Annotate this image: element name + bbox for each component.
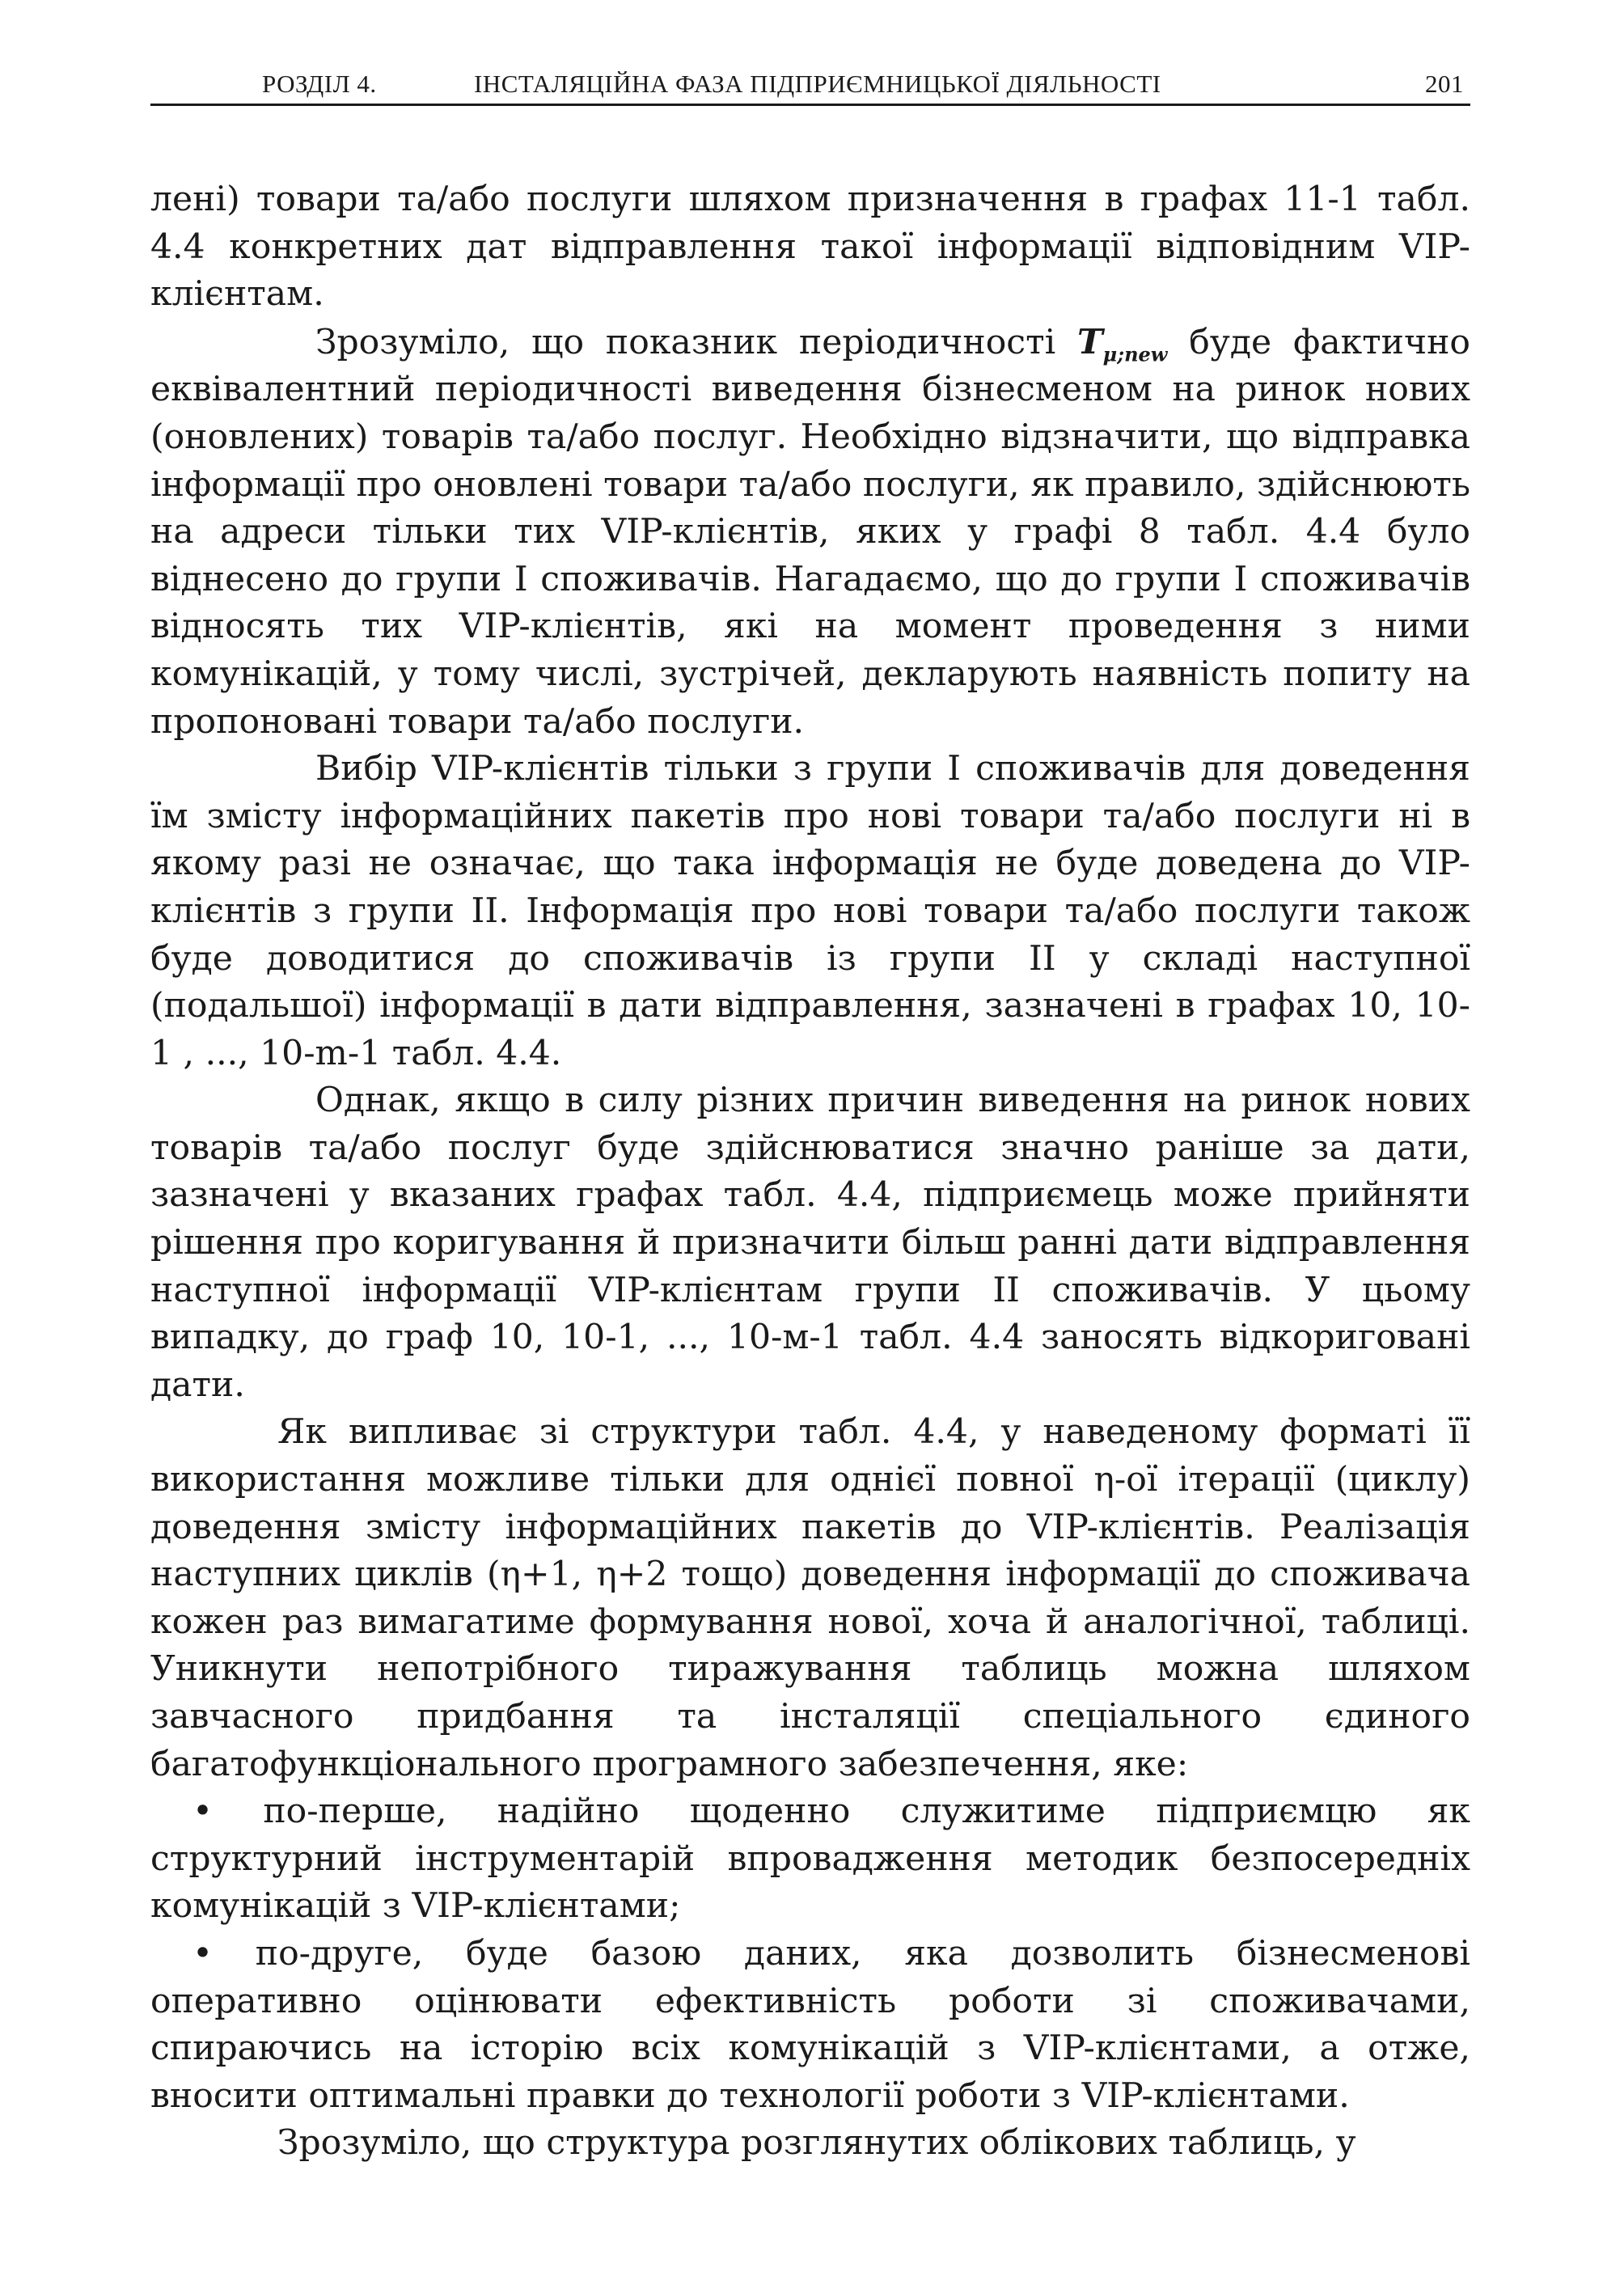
- page-number: 201: [1425, 70, 1464, 98]
- chapter-label: РОЗДІЛ 4.: [262, 70, 377, 98]
- paragraph: Однак, якщо в силу різних причин виведення на ринок нових товарів та/або послуг буде здійснюватися значно раніше за дати, зазначені у вказаних графах табл. 4.4, підприємець може прийняти рішення про коригування й призначити більш ранні дати відправлення наступної інформації VIP-клієнтам групи ІІ споживачів. У цьому випадку, до граф 10, 10-1, ..., 10-м-1 табл. 4.4 заносять відкориговані дати.: [150, 1081, 1470, 1405]
- periodicity-symbol: [1077, 321, 1168, 366]
- paragraph: [150, 319, 1470, 746]
- paragraph-text: буде фактично еквівалентний періодичності виведення бізнесменом на ринок нових (оновлених) товарів та/або послуг. Необхідно відзначити, що відправка інформації про оновлені товари та/або послуги, як правило, здійснюють на адреси тільки тих VIP-клієнтів, яких у графі 8 табл. 4.4 було віднесено до групи І споживачів. Нагадаємо, що до групи І споживачів відносять тих VIP-клієнтів, які на момент проведення з ними комунікацій, у тому числі, зустрічей, декларують наявність попиту на пропоновані товари та/або послуги.: [150, 322, 1471, 742]
- bullet-item: • по-перше, надійно щоденно служитиме підприємцю як структурний інструментарій впровадження методик безпосередніх комунікацій з VIP-клієнтами;: [150, 1792, 1470, 1927]
- paragraph: Як випливає зі структури табл. 4.4, у наведеному форматі її використання можливе тільки для однієї повної η-ої ітерації (циклу) доведення змісту інформаційних пакетів до VIP-клієнтів. Реалізація наступних циклів (η+1, η+2 тощо) доведення інформації до споживача кожен раз вимагатиме формування нової, хоча й аналогічної, таблиці. Уникнути непотрібного тиражування таблиць можна шляхом завчасного придбання та інсталяції спеціального єдиного багатофункціонального програмного забезпечення, яке:: [150, 1412, 1470, 1784]
- chapter-title: ІНСТАЛЯЦІЙНА ФАЗА ПІДПРИЄМНИЦЬКОЇ ДІЯЛЬНОСТІ: [474, 70, 1161, 98]
- body-text: [150, 176, 1470, 2168]
- symbol-subscript: μ;new: [1102, 342, 1168, 366]
- paragraph-text: Зрозуміло, що показник періодичності: [315, 322, 1078, 362]
- paragraph: Зрозуміло, що структура розглянутих облікових таблиць, у: [277, 2123, 1356, 2164]
- paragraph: Вибір VIP-клієнтів тільки з групи І споживачів для доведення їм змісту інформаційних пакетів про нові товари та/або послуги ні в якому разі не означає, що така інформація не буде доведена до VIP-клієнтів з групи ІІ. Інформація про нові товари та/або послуги також буде доводитися до споживачів із групи ІІ у складі наступної (подальшої) інформації в дати відправлення, зазначені в графах 10, 10-1 , ..., 10-m-1 табл. 4.4.: [150, 749, 1470, 1073]
- bullet-item: • по-друге, буде базою даних, яка дозволить бізнесменові оперативно оцінювати ефективність роботи зі споживачами, спираючись на історію всіх комунікацій з VIP-клієнтами, а отже, вносити оптимальні правки до технології роботи з VIP-клієнтами.: [150, 1933, 1470, 2116]
- paragraph: лені) товари та/або послуги шляхом призначення в графах 11-1 табл. 4.4 конкретних дат відправлення такої інформації відповідним VIP-клієнтам.: [150, 180, 1470, 315]
- symbol-main: T: [1077, 321, 1103, 362]
- running-header: [150, 66, 1470, 106]
